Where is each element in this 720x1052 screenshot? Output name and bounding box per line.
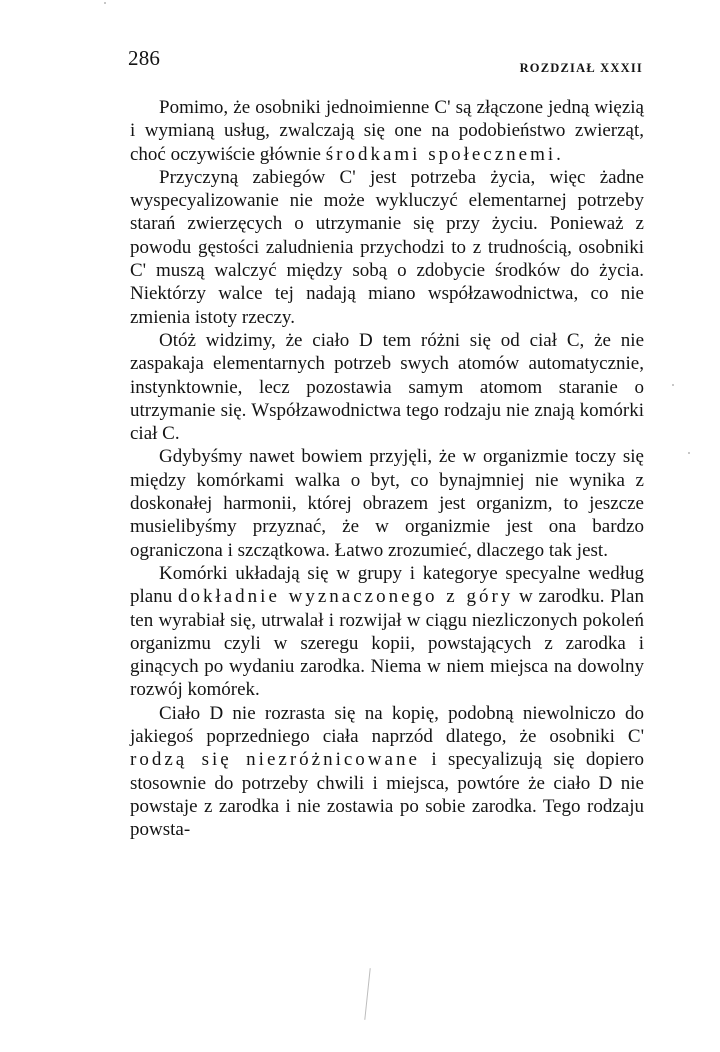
scan-speck xyxy=(688,452,690,454)
text-run: Pomimo, że osobniki jednoimienne C' są złączone jedną więzią i wymianą usług, zwalczają się one na podobieństwo zwierząt, choć oczywiście głównie xyxy=(130,97,644,165)
text-run: i specyalizują się dopiero stosownie do potrzeby chwili i miejsca, powtóre że ciało D nie powstaje z zarodka i nie zostawia po sobie zarodka. Tego rodzaju powsta- xyxy=(130,749,644,841)
spaced-emphasis: rodzą się niezróżnicowane xyxy=(130,749,420,771)
paragraph xyxy=(130,445,644,561)
spaced-emphasis: dokładnie wyznaczonego z góry xyxy=(177,586,514,608)
text-run: . xyxy=(556,143,561,165)
spaced-emphasis: środkami społecznemi xyxy=(325,143,557,165)
paragraph xyxy=(130,166,644,329)
text-run: Otóż widzimy, że ciało D tem różni się od ciał C, że nie zaspakaja elementarnych potrzeb swych atomów automatycznie, instynktownie, lecz pozostawia samym atomom staranie o utrzymanie się. Współzawodnictwa tego rodzaju nie znają komórki ciał C. xyxy=(130,329,644,445)
paragraph xyxy=(130,96,644,166)
paragraph xyxy=(130,562,644,702)
page-header xyxy=(128,46,643,76)
running-head: ROZDZIAŁ XXXII xyxy=(519,61,643,75)
scan-speck xyxy=(104,2,106,4)
page-body xyxy=(130,96,644,842)
scan-mark xyxy=(364,968,370,1020)
text-run: Gdybyśmy nawet bowiem przyjęli, że w organizmie toczy się między komórkami walka o byt, co bynajmniej nie wynika z doskonałej harmonii, której obrazem jest organizm, to jeszcze musielibyśmy przyznać, że w organizmie jest ona bardzo ograniczona i szczątkowa. Łatwo zrozumieć, dlaczego tak jest. xyxy=(130,446,644,561)
paragraph xyxy=(130,329,644,445)
text-run: Komórki układają się w grupy i kategorye specyalne według planu xyxy=(130,562,644,608)
paragraph xyxy=(130,702,644,842)
text-run: w zarodku. Plan ten wyrabiał się, utrwalał i rozwijał w ciągu niezliczonych pokoleń organizmu czyli w szeregu kopii, powstających z zarodka i ginących po wydaniu zarodka. Niema w niem miejsca na dowolny rozwój komórek. xyxy=(130,586,644,701)
text-run: Ciało D nie rozrasta się na kopię, podobną niewolniczo do jakiegoś poprzedniego ciała naprzód dlatego, że osobniki C' xyxy=(130,702,644,748)
scan-speck xyxy=(672,384,674,386)
page-number: 286 xyxy=(128,46,161,70)
text-run: Przyczyną zabiegów C' jest potrzeba życia, więc żadne wyspecyalizowanie nie może wykluczyć elementarnej potrzeby starań zwierzęcych o utrzymanie się przy życiu. Ponieważ z powodu gęstości zaludnienia przychodzi to z trudnością, osobniki C' muszą walczyć między sobą o zdobycie środków do życia. Niektórzy walce tej nadają miano współzawodnictwa, co nie zmienia istoty rzeczy. xyxy=(130,166,644,328)
